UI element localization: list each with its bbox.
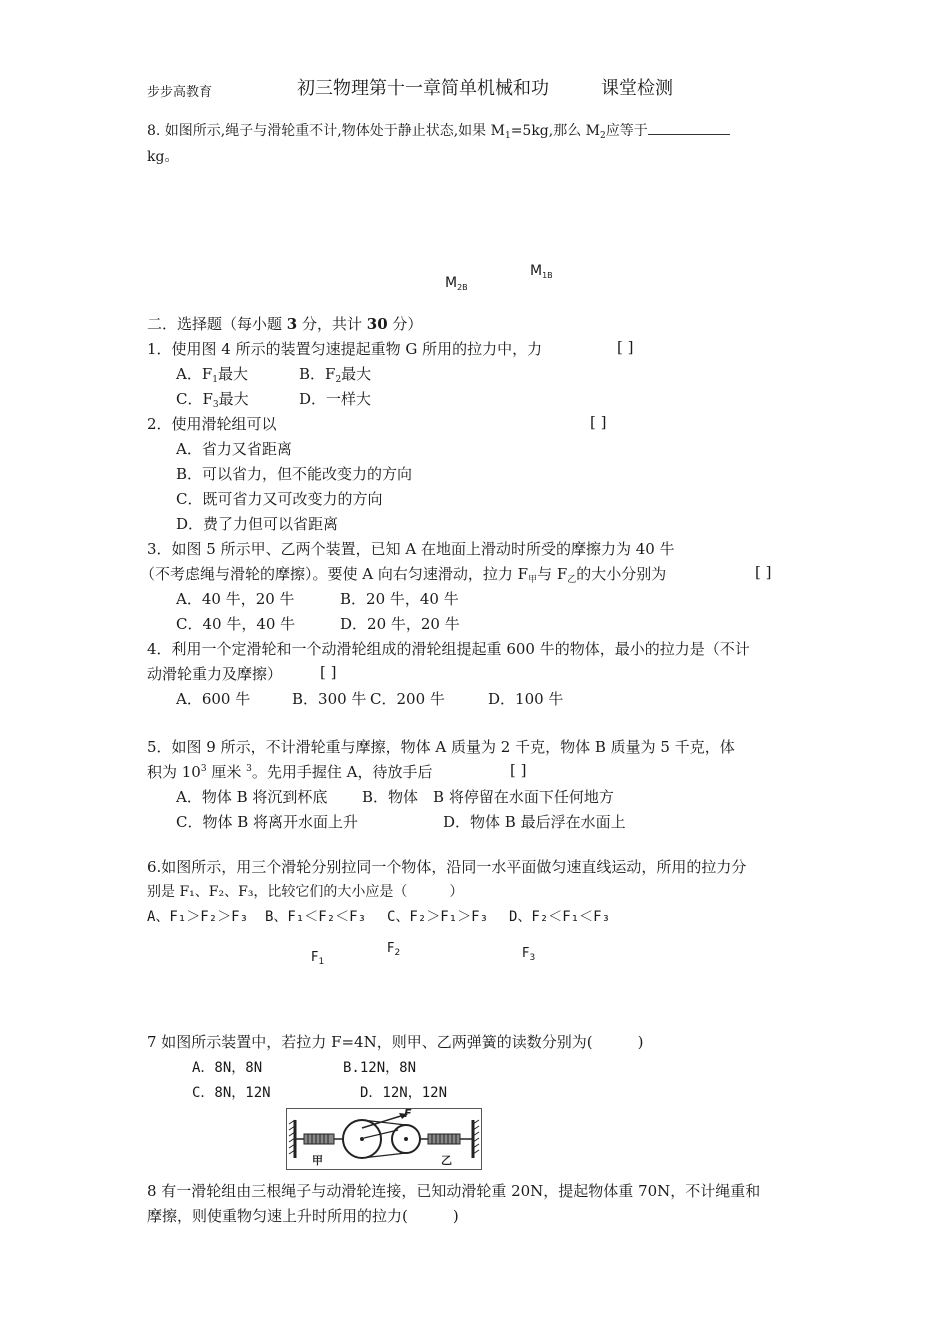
q1-answer-bracket[interactable]: [ ]	[617, 338, 634, 356]
q8-fill-sub1: 1	[504, 131, 511, 141]
q1-option-b[interactable]: B．$F_2$最大	[299, 365, 372, 385]
q7-option-c[interactable]: C．8N，12N	[192, 1085, 271, 1101]
q5-option-a[interactable]: A．物体 B 将沉到杯底	[176, 788, 328, 806]
q1-stem: 1．使用图 4 所示的装置匀速提起重物 G 所用的拉力中，力	[147, 340, 543, 358]
q2-option-d[interactable]: D．费了力但可以省距离	[176, 515, 339, 533]
q8-fill-text-a: 8. 如图所示,绳子与滑轮重不计,物体处于静止状态,如果 M	[147, 123, 505, 139]
q8-fill-line1	[147, 120, 730, 141]
q8-fill-text-c: 应等于	[605, 123, 648, 139]
q1-option-c[interactable]: C．$F_3$最大	[176, 390, 249, 410]
q5-answer-bracket[interactable]: [ ]	[510, 761, 527, 779]
q4-option-c[interactable]: C．200 牛	[370, 690, 445, 708]
section-heading: 二．选择题（每小题 3 分，共计 30 分）	[147, 315, 423, 333]
q8-fill-line2: kg。	[147, 149, 179, 165]
q3-option-b[interactable]: B．20 牛，40 牛	[340, 590, 459, 608]
figure-label-f3: $F_3$	[522, 946, 536, 963]
q5-line1: 5．如图 9 所示，不计滑轮重与摩擦，物体 A 质量为 2 千克，物体 B 质量为 5 千克，体	[147, 738, 735, 756]
q2-stem: 2．使用滑轮组可以	[147, 415, 277, 433]
q5-line2: 积为 $10^3$ 厘米 $^3$。先用手握住 A，待放手后	[147, 763, 433, 781]
q6-option-c[interactable]: C、F₂＞F₁＞F₃	[387, 909, 489, 925]
q5-option-c[interactable]: C．物体 B 将离开水面上升	[176, 813, 359, 831]
figure-label-m2: $M_{2B}$	[445, 275, 468, 292]
q8-fill-text-b: =5kg,那么 M	[510, 123, 601, 139]
q5-option-b[interactable]: B．物体 B 将停留在水面下任何地方	[362, 788, 614, 806]
q8-fill-answer-blank[interactable]	[648, 120, 730, 135]
figure-label-m1: $M_{1B}$	[530, 263, 553, 280]
page-subtitle: 课堂检测	[601, 78, 673, 99]
q8-line2: 摩擦，则使重物匀速上升时所用的拉力( )	[147, 1207, 459, 1225]
q2-answer-bracket[interactable]: [ ]	[590, 413, 607, 431]
q6-option-d[interactable]: D、F₂＜F₁＜F₃	[509, 909, 611, 925]
q1-option-d[interactable]: D．一样大	[299, 390, 372, 408]
figure-label-yi: 乙	[441, 1154, 452, 1167]
figure-label-force: F	[404, 1108, 412, 1120]
figure-label-f2: $F_2$	[387, 941, 401, 958]
q3-option-a[interactable]: A．40 牛，20 牛	[176, 590, 295, 608]
q3-answer-bracket[interactable]: [ ]	[755, 563, 772, 581]
q5-option-d[interactable]: D．物体 B 最后浮在水面上	[443, 813, 626, 831]
q4-option-d[interactable]: D．100 牛	[488, 690, 564, 708]
q8-line1: 8 有一滑轮组由三根绳子与动滑轮连接，已知动滑轮重 20N，提起物体重 70N，不计绳重和	[147, 1182, 761, 1200]
q6-line1: 6.如图所示，用三个滑轮分别拉同一个物体，沿同一水平面做匀速直线运动，所用的拉力分	[147, 858, 747, 876]
q2-option-b[interactable]: B．可以省力，但不能改变力的方向	[176, 465, 413, 483]
q7-option-d[interactable]: D．12N，12N	[360, 1085, 448, 1101]
q6-option-a[interactable]: A、F₁＞F₂＞F₃	[147, 909, 249, 925]
q8-fill-sub2: 2	[600, 131, 606, 141]
page-title: 初三物理第十一章简单机械和功	[297, 78, 549, 99]
q1-option-a[interactable]: A．$F_1$最大	[176, 365, 248, 385]
q6-line2: 别是 F₁、F₂、F₃，比较它们的大小应是（ ）	[147, 884, 464, 900]
header-brand: 步步高教育	[147, 85, 213, 100]
q3-option-c[interactable]: C．40 牛，40 牛	[176, 615, 296, 633]
q7-option-a[interactable]: A．8N，8N	[192, 1060, 263, 1076]
q4-option-a[interactable]: A．600 牛	[176, 690, 251, 708]
figure-label-jia: 甲	[312, 1154, 323, 1167]
q4-line1: 4．利用一个定滑轮和一个动滑轮组成的滑轮组提起重 600 牛的物体，最小的拉力是（不计	[147, 640, 750, 658]
q7-stem: 7 如图所示装置中，若拉力 F=4N，则甲、乙两弹簧的读数分别为( )	[147, 1033, 644, 1051]
q3-line2: （不考虑绳与滑轮的摩擦）。要使 A 向右匀速滑动，拉力 $F_甲$与 $F_乙$的大小分别为	[140, 565, 667, 585]
q2-option-c[interactable]: C．既可省力又可改变力的方向	[176, 490, 383, 508]
pulley-spring-figure	[286, 1108, 482, 1170]
q6-option-b[interactable]: B、F₁＜F₂＜F₃	[265, 909, 367, 925]
q4-option-b[interactable]: B．300 牛	[292, 690, 367, 708]
figure-label-f1: $F_1$	[311, 950, 325, 967]
q7-option-b[interactable]: B.12N，8N	[343, 1060, 417, 1076]
q3-option-d[interactable]: D．20 牛，20 牛	[340, 615, 460, 633]
q3-line1: 3．如图 5 所示甲、乙两个装置，已知 A 在地面上滑动时所受的摩擦力为 40 牛	[147, 540, 675, 558]
q4-answer-bracket[interactable]: [ ]	[320, 663, 337, 681]
q4-line2: 动滑轮重力及摩擦）	[147, 665, 283, 683]
q2-option-a[interactable]: A．省力又省距离	[176, 440, 292, 458]
